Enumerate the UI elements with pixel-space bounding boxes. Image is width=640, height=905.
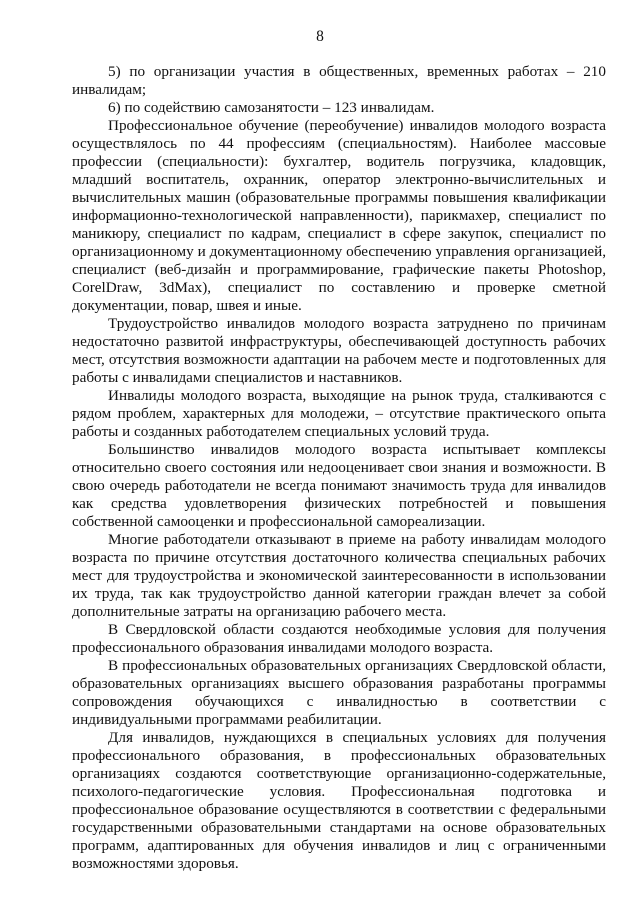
paragraph-10: Для инвалидов, нуждающихся в специальных условиях для получения профессионального образования, в профессиональных образовательных организациях создаются соответствующие организационно-содержательные, психолого-педагогические условия. Профессиональная подготовка и профессиональное образование осуществляются в соответствии с федеральными государственными образовательными стандартами на основе образовательных программ, адаптированных для обучения инвалидов и лиц с ограниченными возможностями здоровья. xyxy=(72,729,606,872)
paragraph-3: Профессиональное обучение (переобучение) инвалидов молодого возраста осуществлялось по 44 профессиям (специальностям). Наиболее массовые профессии (специальности): бухгалтер, водитель погрузчика, кладовщик, младший воспитатель, охранник, оператор электронно-вычислительных и вычислительных машин (образовательные программы повышения квалификации информационно-технологической направленности), парикмахер, специалист по маникюру, специалист по кадрам, специалист в сфере закупок, специалист по организационному и документационному обеспечению управления организацией, специалист (веб-дизайн и программирование, графические пакеты Photoshop, CorelDraw, 3dMax), специалист по составлению и проверке сметной документации, повар, швея и иные. xyxy=(72,117,606,314)
page-number: 8 xyxy=(316,28,324,45)
document-body xyxy=(72,63,606,873)
paragraph-9: В профессиональных образовательных организациях Свердловской области, образовательных организациях высшего образования разработаны программы сопровождения обучающихся с инвалидностью в соответствии с индивидуальными программами реабилитации. xyxy=(72,657,606,728)
paragraph-8: В Свердловской области создаются необходимые условия для получения профессионального образования инвалидами молодого возраста. xyxy=(72,621,606,656)
paragraph-1: 5) по организации участия в общественных, временных работах – 210 инвалидам; xyxy=(72,63,606,98)
paragraph-5: Инвалиды молодого возраста, выходящие на рынок труда, сталкиваются с рядом проблем, характерных для молодежи, – отсутствие практического опыта работы и созданных работодателем специальных условий труда. xyxy=(72,387,606,440)
paragraph-6: Большинство инвалидов молодого возраста испытывает комплексы относительно своего состояния или недооценивает свои знания и возможности. В свою очередь работодатели не всегда понимают значимость труда для инвалидов как средства удовлетворения физических потребностей и повышения собственной самооценки и профессиональной самореализации. xyxy=(72,441,606,530)
paragraph-7: Многие работодатели отказывают в приеме на работу инвалидам молодого возраста по причине отсутствия достаточного количества специальных рабочих мест для трудоустройства и экономической заинтересованности в использовании их труда, так как трудоустройство данной категории граждан влечет за собой дополнительные затраты на организацию рабочего места. xyxy=(72,531,606,620)
paragraph-4: Трудоустройство инвалидов молодого возраста затруднено по причинам недостаточно развитой инфраструктуры, обеспечивающей доступность рабочих мест, отсутствия возможности адаптации на рабочем месте и подготовленных для работы с инвалидами специалистов и наставников. xyxy=(72,315,606,386)
paragraph-2: 6) по содействию самозанятости – 123 инвалидам. xyxy=(108,99,435,116)
